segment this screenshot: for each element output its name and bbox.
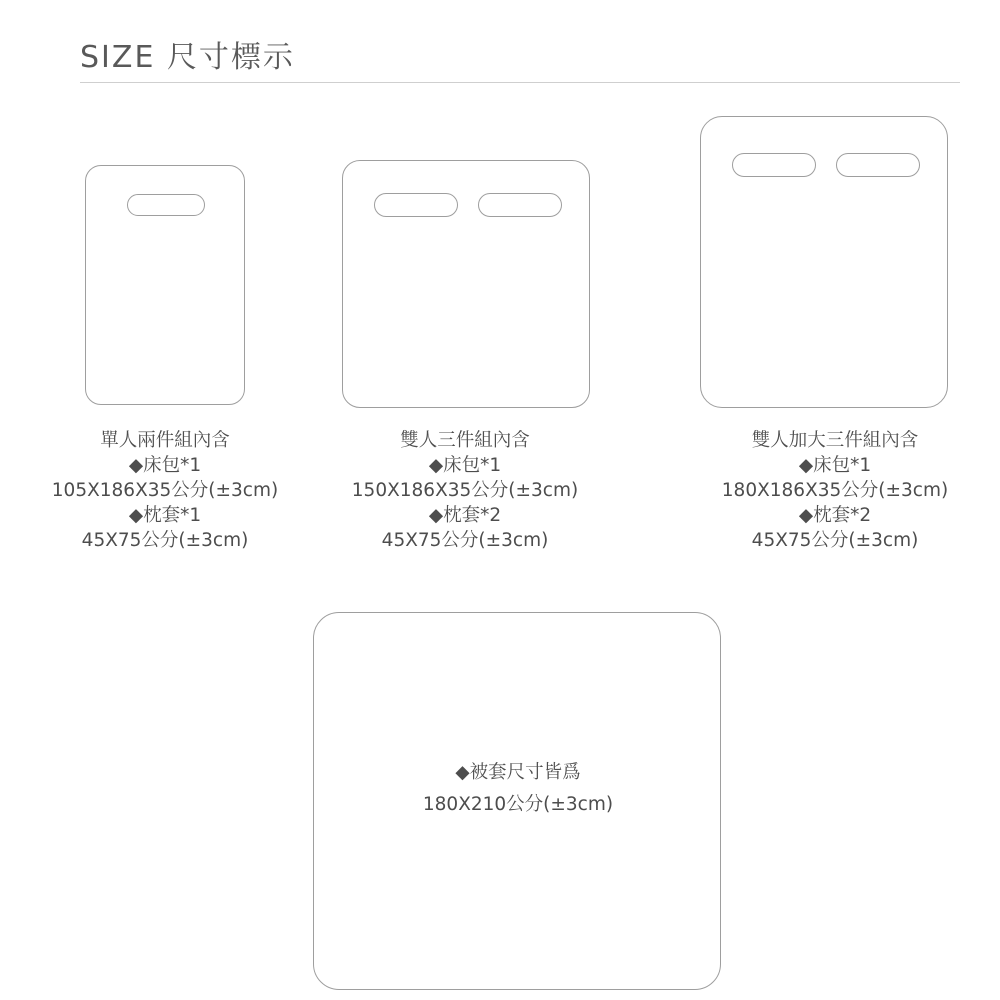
- header: [80, 38, 960, 83]
- double-bed-caption: [320, 428, 610, 553]
- caption-line: 180X210公分(±3cm): [422, 794, 614, 815]
- caption-line: 雙人三件組內含: [400, 430, 530, 451]
- caption-line: 45X75公分(±3cm): [751, 530, 919, 551]
- duvet-caption: [314, 757, 722, 821]
- king-bed-figure: [700, 116, 948, 408]
- caption-line: 單人兩件組內含: [100, 430, 230, 451]
- caption-line: ◆床包*1: [128, 455, 202, 476]
- single-bed-caption: [20, 428, 310, 553]
- pillow-icon: [374, 193, 458, 217]
- caption-line: ◆床包*1: [798, 455, 872, 476]
- page-title: SIZE 尺寸標示: [80, 40, 295, 75]
- caption-line: 150X186X35公分(±3cm): [351, 480, 579, 501]
- duvet-cover-figure: [313, 612, 721, 990]
- double-bed-figure: [342, 160, 590, 408]
- header-divider: [80, 82, 960, 83]
- caption-line: 雙人加大三件組內含: [751, 430, 919, 451]
- pillow-icon: [836, 153, 920, 177]
- caption-line: ◆枕套*1: [128, 505, 202, 526]
- pillow-icon: [478, 193, 562, 217]
- caption-line: 105X186X35公分(±3cm): [51, 480, 279, 501]
- pillow-icon: [127, 194, 205, 216]
- caption-line: ◆枕套*2: [428, 505, 502, 526]
- caption-line: 45X75公分(±3cm): [81, 530, 249, 551]
- king-bed-caption: [690, 428, 980, 553]
- caption-line: ◆床包*1: [428, 455, 502, 476]
- single-bed-figure: [85, 165, 245, 405]
- caption-line: ◆枕套*2: [798, 505, 872, 526]
- caption-line: ◆被套尺寸皆爲: [455, 762, 581, 783]
- pillow-icon: [732, 153, 816, 177]
- bed-figures-row: [0, 110, 1000, 410]
- caption-line: 180X186X35公分(±3cm): [721, 480, 949, 501]
- caption-line: 45X75公分(±3cm): [381, 530, 549, 551]
